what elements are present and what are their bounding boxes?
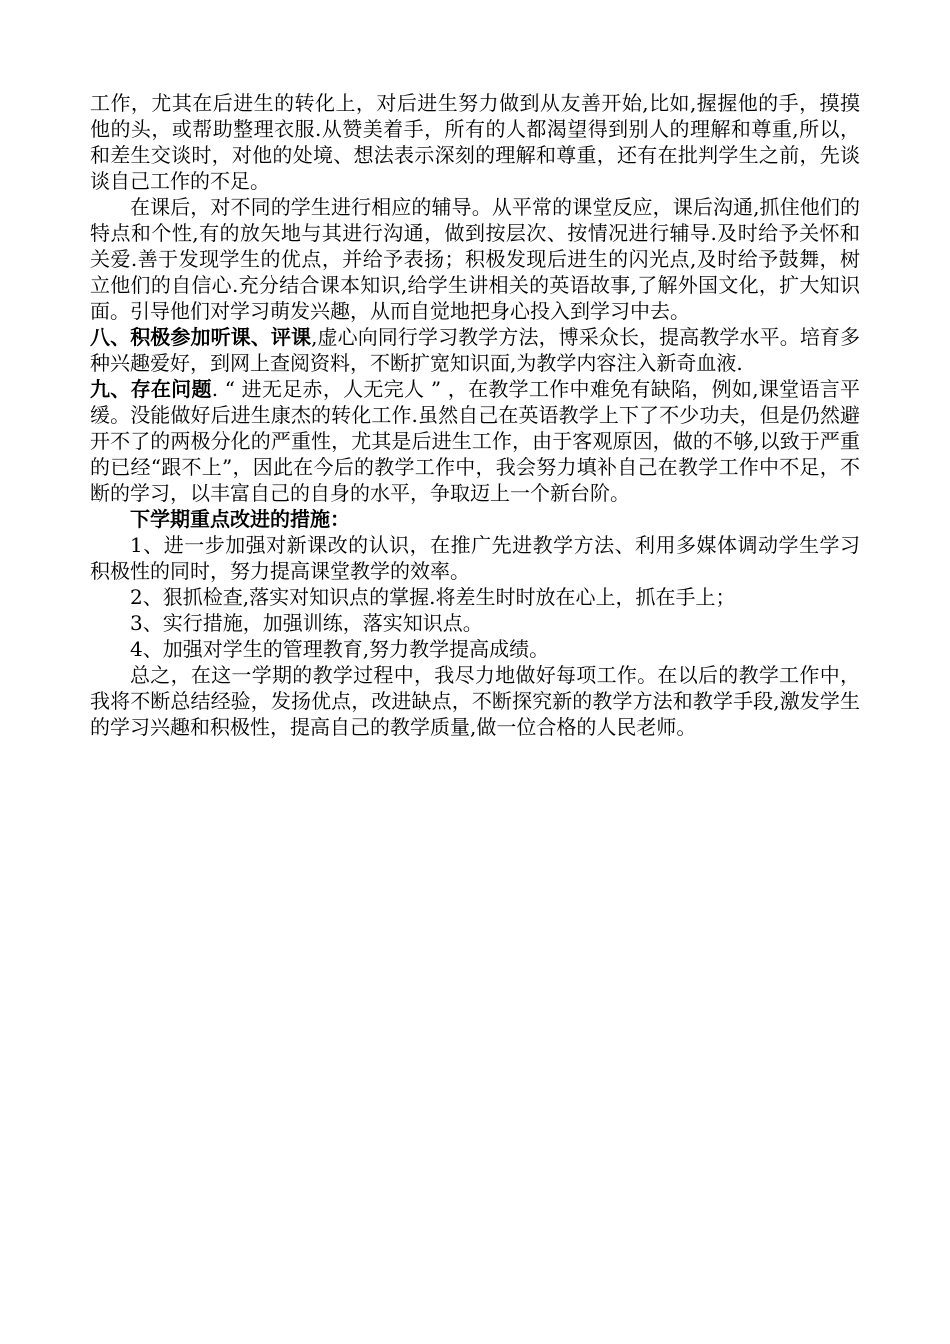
paragraph-after-class-tutoring: 在课后，对不同的学生进行相应的辅导。从平常的课堂反应，课后沟通,抓住他们的特点和个性,有的放矢地与其进行沟通，做到按层次、按情况进行辅导.及时给予关怀和关爱.善于发现学生的优点，并给予表扬；积极发现后进生的闪光点,及时给予鼓舞，树立他们的自信心.充分结合课本知识,给学生讲相关的英语故事,了解外国文化，扩大知识面。引导他们对学习萌发兴趣，从而自觉地把身心投入到学习中去。 [90,195,860,323]
section-eight [90,324,860,376]
section-eight-body: ,虚心向同行学习教学方法，博采众长，提高教学水平。培育多种兴趣爱好，到网上查阅资料，不断扩宽知识面,为教学内容注入新奇血液. [90,325,861,375]
measure-item-4: 4、加强对学生的管理教育,努力教学提高成绩。 [130,637,550,661]
measure-item-2: 2、狠抓检查,落实对知识点的掌握.将差生时时放在心上，抓在手上； [130,585,736,609]
paragraph-after-class-transformation: 工作，尤其在后进生的转化上，对后进生努力做到从友善开始,比如,握握他的手，摸摸他的头，或帮助整理衣服.从赞美着手，所有的人都渴望得到别人的理解和尊重,所以，和差生交谈时，对他的处境、想法表示深刻的理解和尊重，还有在批判学生之前，先谈谈自己工作的不足。 [90,91,860,193]
section-eight-heading: 八、积极参加听课、评课 [90,325,312,349]
section-nine-body: . “ 进无足赤，人无完人 ” ，在教学工作中难免有缺陷，例如,课堂语言平缓。没能做好后进生康杰的转化工作.虽然自己在英语教学上下了不少功夫，但是仍然避开不了的两极分化的严重性，尤其是后进生工作，由于客观原因，做的不够,以致于严重的已经“跟不上”，因此在今后的教学工作中，我会努力填补自己在教学工作中不足，不断的学习，以丰富自己的自身的水平，争取迈上一个新台阶。 [90,377,861,505]
measure-item-1: 1、进一步加强对新课改的认识，在推广先进教学方法、利用多媒体调动学生学习积极性的同时，努力提高课堂教学的效率。 [90,533,860,583]
measures-heading: 下学期重点改进的措施： [130,507,350,531]
document-page [90,90,860,740]
section-nine-heading: 九、存在问题 [90,377,212,401]
conclusion-paragraph: 总之，在这一学期的教学过程中，我尽力地做好每项工作。在以后的教学工作中，我将不断总结经验，发扬优点，改进缺点，不断探究新的教学方法和教学手段,激发学生的学习兴趣和积极性，提高自己的教学质量,做一位合格的人民老师。 [90,663,860,739]
section-nine [90,376,860,506]
measure-item-3: 3、实行措施，加强训练，落实知识点。 [130,611,483,635]
